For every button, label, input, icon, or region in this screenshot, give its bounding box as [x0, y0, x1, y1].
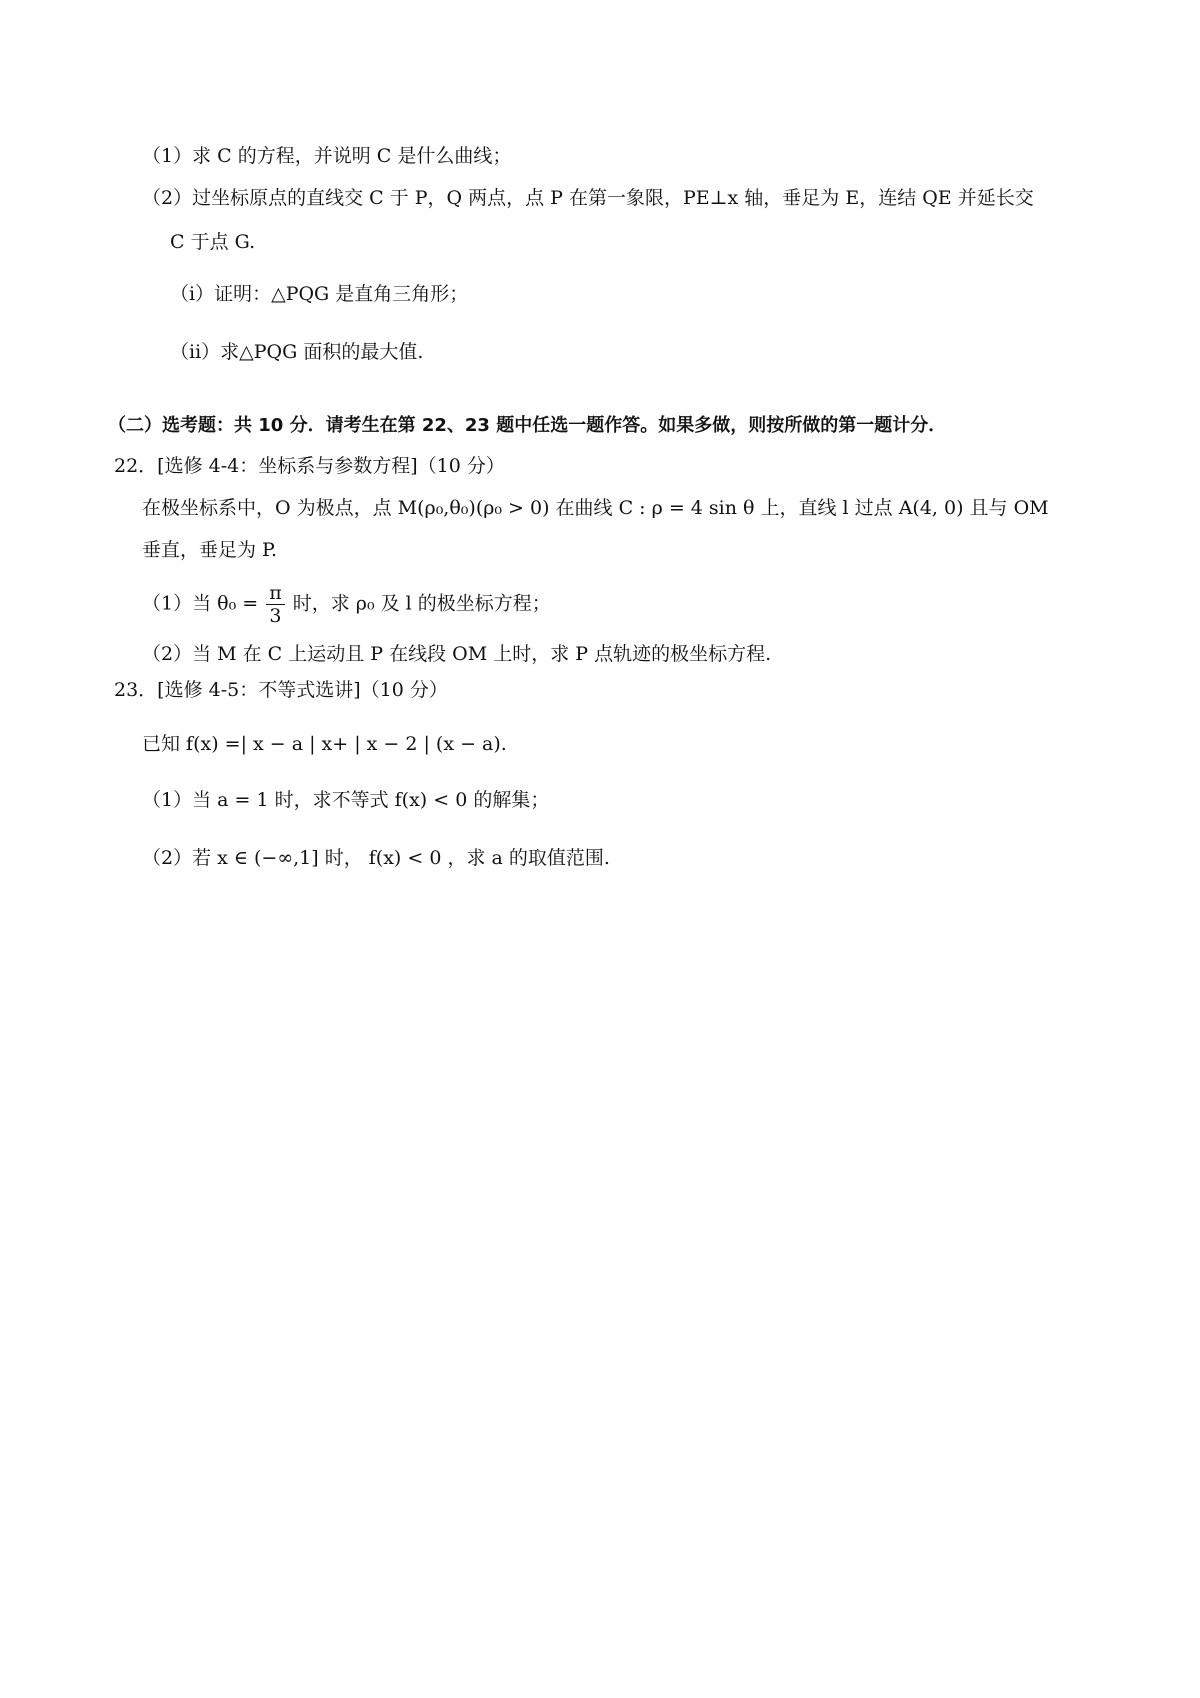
- q21-part2-i: （i）证明：△PQG 是直角三角形；: [170, 283, 469, 305]
- q21-part2-line2: C 于点 G.: [170, 231, 256, 253]
- section2-heading: （二）选考题：共 10 分．请考生在第 22、23 题中任选一题作答。如果多做，则按所做的第一题计分．: [108, 415, 947, 436]
- q21-part2-line1: （2）过坐标原点的直线交 C 于 P，Q 两点，点 P 在第一象限，PE⊥x 轴，垂足为 E，连结 QE 并延长交: [142, 187, 1034, 209]
- fraction-numerator: π: [266, 582, 285, 605]
- q22-intro-line1: 在极坐标系中，O 为极点，点 M(ρ₀,θ₀)(ρ₀ > 0) 在曲线 C : ρ = 4 sin θ 上，直线 l 过点 A(4, 0) 且与 OM: [142, 497, 1049, 519]
- q23-part1: （1）当 a = 1 时，求不等式 f(x) < 0 的解集；: [142, 789, 550, 811]
- pi-over-3-fraction: [266, 582, 285, 627]
- q23-intro: 已知 f(x) =| x − a | x+ | x − 2 | (x − a).: [142, 733, 507, 755]
- q22-part1: [142, 582, 551, 627]
- fraction-denominator: 3: [269, 605, 282, 627]
- q23-part2: （2）若 x ∈ (−∞,1] 时， f(x) < 0 ，求 a 的取值范围.: [142, 847, 610, 869]
- q21-part1: （1）求 C 的方程，并说明 C 是什么曲线；: [142, 145, 512, 167]
- q23-title: 23．[选修 4-5：不等式选讲]（10 分）: [114, 679, 448, 701]
- q22-part1-tail: 时，求 ρ₀ 及 l 的极坐标方程；: [292, 592, 551, 615]
- q21-part2-ii: （ii）求△PQG 面积的最大值.: [170, 341, 424, 363]
- q22-title: 22．[选修 4-4：坐标系与参数方程]（10 分）: [114, 455, 505, 477]
- q22-part2: （2）当 M 在 C 上运动且 P 在线段 OM 上时，求 P 点轨迹的极坐标方程.: [142, 643, 772, 665]
- q22-intro-line2: 垂直，垂足为 P.: [142, 539, 278, 561]
- q22-part1-lead: （1）当 θ₀ =: [142, 592, 259, 615]
